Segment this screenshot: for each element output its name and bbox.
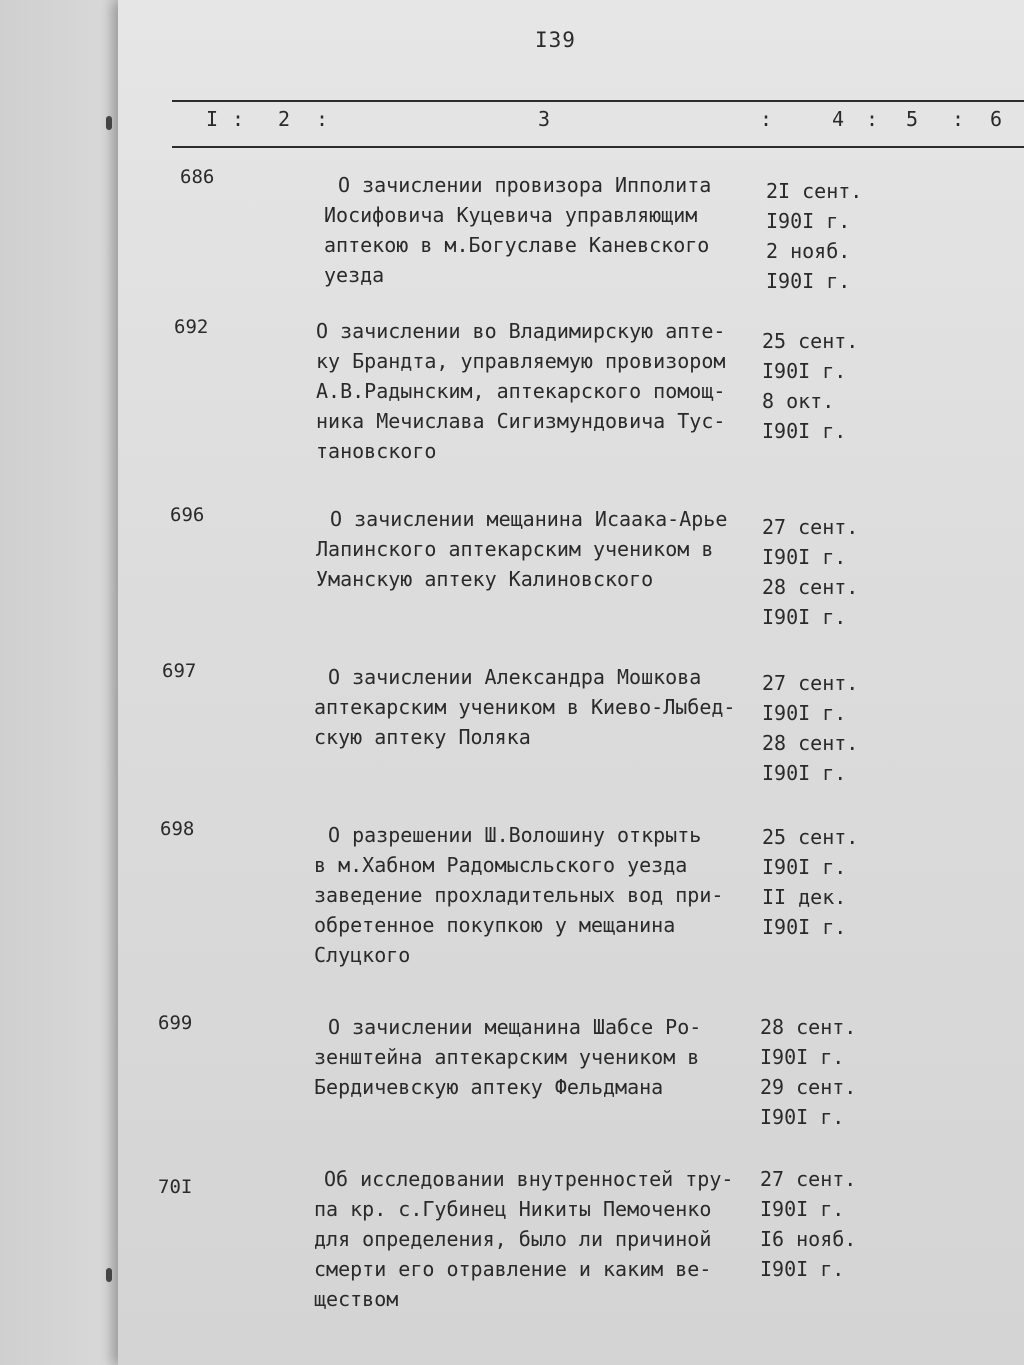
column-header-4: 4: [832, 107, 845, 131]
date-line: 28 сент.: [760, 1015, 857, 1039]
date-line: 25 сент.: [762, 825, 859, 849]
entry-description: [324, 170, 788, 290]
entry-dates: [760, 1012, 856, 1132]
description-line: в м.Хабном Радомысльского уезда: [314, 853, 688, 877]
entry-description: [314, 1012, 764, 1102]
date-line: 25 сент.: [762, 329, 859, 353]
description-line: смерти его отравление и каким ве-: [314, 1257, 712, 1281]
date-line: I90I г.: [762, 605, 847, 629]
date-line: 8 окт.: [762, 389, 835, 413]
date-line: 27 сент.: [762, 671, 859, 695]
date-line: 28 сент.: [762, 575, 859, 599]
column-header-6: 6: [990, 107, 1003, 131]
date-line: I90I г.: [766, 209, 851, 233]
column-header-2: 2: [278, 107, 291, 131]
date-line: 28 сент.: [762, 731, 859, 755]
description-line: для определения, было ли причиной: [314, 1227, 712, 1251]
description-line: па кр. с.Губинец Никиты Пемоченко: [314, 1197, 712, 1221]
date-line: I90I г.: [762, 855, 847, 879]
entry-number: 692: [174, 316, 209, 338]
date-line: 29 сент.: [760, 1075, 857, 1099]
column-separator: :: [760, 107, 773, 131]
date-line: I6 нояб.: [760, 1227, 857, 1251]
date-line: II дек.: [762, 885, 847, 909]
description-line: О разрешении Ш.Волошину открыть: [328, 823, 702, 847]
column-header-1: I: [206, 107, 219, 131]
entry-description: [316, 316, 766, 466]
date-line: I90I г.: [762, 761, 847, 785]
entry-dates: [762, 326, 858, 446]
entry-dates: [762, 512, 858, 632]
description-line: ку Брандта, управляемую провизором: [316, 349, 726, 373]
entry-number: 699: [158, 1012, 193, 1034]
date-line: I90I г.: [762, 545, 847, 569]
date-line: I90I г.: [760, 1197, 845, 1221]
description-line: Об исследовании внутренностей тру-: [324, 1167, 734, 1191]
description-line: Бердичевскую аптеку Фельдмана: [314, 1075, 664, 1099]
description-line: уезда: [324, 263, 385, 287]
column-separator: :: [952, 107, 965, 131]
description-line: зенштейна аптекарским учеником в: [314, 1045, 700, 1069]
description-line: А.В.Радынским, аптекарского помощ-: [316, 379, 726, 403]
date-line: I90I г.: [762, 701, 847, 725]
entry-description: [314, 820, 764, 970]
description-line: аптекою в м.Богуславе Каневского: [324, 233, 710, 257]
column-header-5: 5: [906, 107, 919, 131]
date-line: I90I г.: [762, 915, 847, 939]
entry-number: 698: [160, 818, 195, 840]
entry-dates: [760, 1164, 856, 1284]
description-line: скую аптеку Поляка: [314, 725, 531, 749]
entry-number: 697: [162, 660, 197, 682]
description-line: О зачислении Александра Мошкова: [328, 665, 702, 689]
description-line: О зачислении мещанина Шабсе Ро-: [328, 1015, 702, 1039]
entry-description: [314, 662, 764, 752]
date-line: I90I г.: [766, 269, 851, 293]
description-line: О зачислении провизора Ипполита: [338, 173, 712, 197]
description-line: обретенное покупкою у мещанина: [314, 913, 676, 937]
date-line: 2 нояб.: [766, 239, 851, 263]
date-line: 27 сент.: [760, 1167, 857, 1191]
entry-number: 686: [180, 166, 215, 188]
date-line: I90I г.: [762, 359, 847, 383]
column-separator: :: [232, 107, 245, 131]
binding-hole: [106, 1268, 112, 1282]
column-header-3: 3: [538, 107, 551, 131]
description-line: ществом: [314, 1287, 399, 1311]
date-line: 2I сент.: [766, 179, 863, 203]
date-line: I90I г.: [760, 1045, 845, 1069]
description-line: Уманскую аптеку Калиновского: [316, 567, 654, 591]
description-line: О зачислении во Владимирскую апте-: [316, 319, 726, 343]
entry-number: 696: [170, 504, 205, 526]
entry-description: [316, 504, 766, 594]
page-number: I39: [535, 28, 576, 52]
description-line: Иосифовича Куцевича управляющим: [324, 203, 698, 227]
description-line: Лапинского аптекарским учеником в: [316, 537, 714, 561]
description-line: аптекарским учеником в Киево-Лыбед-: [314, 695, 736, 719]
entry-description: [314, 1164, 764, 1314]
column-separator: :: [316, 107, 329, 131]
entry-dates: [766, 176, 862, 296]
entry-dates: [762, 822, 858, 942]
column-separator: :: [866, 107, 879, 131]
date-line: I90I г.: [760, 1257, 845, 1281]
date-line: 27 сент.: [762, 515, 859, 539]
date-line: I90I г.: [762, 419, 847, 443]
description-line: тановского: [316, 439, 437, 463]
date-line: I90I г.: [760, 1105, 845, 1129]
description-line: Слуцкого: [314, 943, 411, 967]
description-line: О зачислении мещанина Исаака-Арье: [330, 507, 728, 531]
description-line: ника Мечислава Сигизмундовича Тус-: [316, 409, 726, 433]
entry-number: 70I: [158, 1176, 193, 1198]
binding-hole: [106, 116, 112, 130]
description-line: заведение прохладительных вод при-: [314, 883, 724, 907]
entry-dates: [762, 668, 858, 788]
